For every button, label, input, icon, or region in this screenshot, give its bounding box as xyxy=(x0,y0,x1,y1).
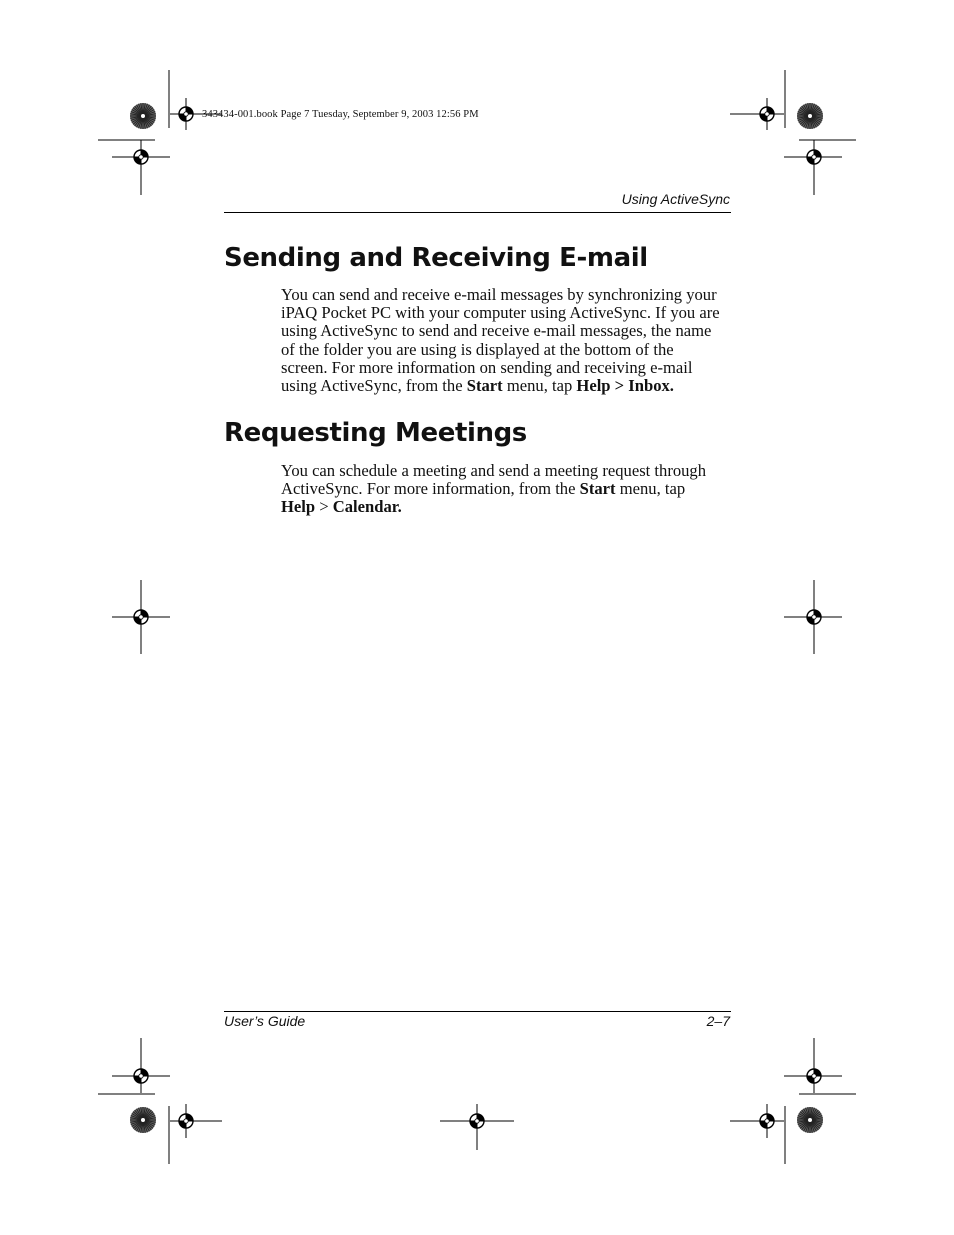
registration-mark-icon xyxy=(179,1114,193,1128)
starburst-target-icon xyxy=(130,103,156,129)
registration-mark-icon xyxy=(134,1069,148,1083)
body-text: of the folder you are using is displayed at the bottom of the xyxy=(281,339,674,359)
footer-rule xyxy=(224,1011,731,1012)
registration-mark-icon xyxy=(134,610,148,624)
body-line xyxy=(281,286,733,304)
bold-text: Help xyxy=(281,497,316,517)
body-text: using ActiveSync, from the xyxy=(281,376,467,396)
print-slug: 343434-001.book Page 7 Tuesday, September 9, 2003 12:56 PM xyxy=(202,109,479,120)
body-text: You can schedule a meeting and send a meeting request through xyxy=(281,461,707,480)
starburst-target-icon xyxy=(797,1107,823,1133)
body-text: You can send and receive e-mail messages by synchronizing your xyxy=(281,285,717,304)
running-header: Using ActiveSync xyxy=(621,191,730,207)
body-text: screen. For more information on sending and receiving e-mail xyxy=(281,357,693,377)
body-text: > xyxy=(315,497,333,517)
registration-mark-icon xyxy=(470,1114,484,1128)
body-text: ActiveSync. For more information, from the xyxy=(281,479,580,499)
body-line xyxy=(281,341,733,359)
registration-mark-icon xyxy=(807,610,821,624)
registration-mark-icon xyxy=(179,107,193,121)
registration-mark-icon xyxy=(807,1069,821,1083)
bold-text: Start xyxy=(579,479,616,499)
starburst-target-icon xyxy=(797,103,823,129)
body-text: menu, tap xyxy=(615,479,686,499)
bold-text: Calendar. xyxy=(332,497,402,517)
section-body-meetings xyxy=(281,462,733,517)
body-line xyxy=(281,304,733,322)
registration-mark-icon xyxy=(760,107,774,121)
registration-mark-icon xyxy=(760,1114,774,1128)
registration-mark-icon xyxy=(807,150,821,164)
footer-title: User’s Guide xyxy=(224,1013,306,1029)
crop-lines xyxy=(98,70,856,1164)
bold-text: Start xyxy=(466,376,503,396)
body-line xyxy=(281,322,733,340)
starburst-target-icon xyxy=(130,1107,156,1133)
body-line xyxy=(281,462,733,480)
body-line xyxy=(281,377,733,395)
body-line xyxy=(281,480,733,498)
body-text: using ActiveSync to send and receive e-mail messages, the name xyxy=(281,321,712,341)
body-text: menu, tap xyxy=(502,376,577,396)
body-line xyxy=(281,359,733,377)
body-line xyxy=(281,498,733,516)
bold-text: Help > Inbox. xyxy=(576,376,674,396)
registration-mark-icon xyxy=(134,150,148,164)
section-heading-meetings: Requesting Meetings xyxy=(224,418,527,448)
body-text: iPAQ Pocket PC with your computer using ActiveSync. If you are xyxy=(281,303,720,323)
section-body-email xyxy=(281,286,733,395)
header-rule xyxy=(224,212,731,213)
page-number: 2–7 xyxy=(706,1013,730,1029)
section-heading-email: Sending and Receiving E-mail xyxy=(224,243,648,273)
